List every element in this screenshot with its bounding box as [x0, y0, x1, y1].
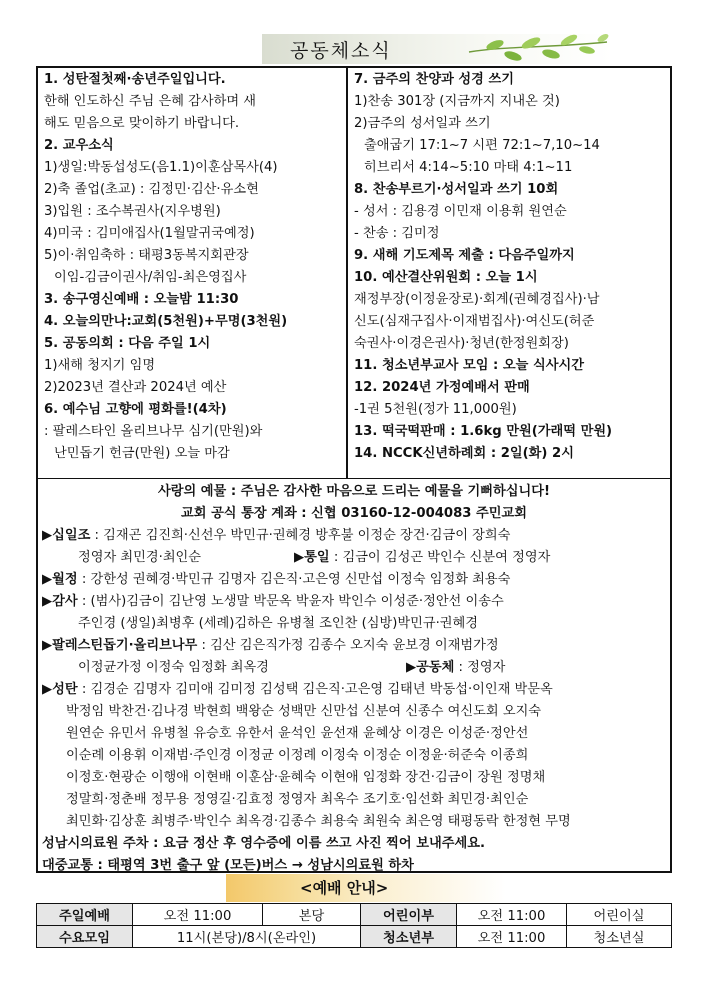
unity-names: : 김금이 김성곤 박인수 신분여 정영자: [329, 550, 551, 565]
item-6-heading: 6. 예수님 고향에 평화를!(4차): [44, 402, 227, 417]
item-3-heading: 3. 송구영신예배 : 오늘밤 11:30: [44, 292, 239, 307]
unity-label: ▶통일: [294, 550, 330, 565]
christmas-names-cont: 정말희·정춘배 정무용 정영길·김효정 정영자 최옥수 조기호·임선화 최민경·최인순: [66, 792, 529, 807]
item-2-heading: 2. 교우소식: [44, 138, 114, 153]
community-line: [406, 658, 505, 678]
schedule-cell: 11시(본당)/8시(온라인): [133, 926, 361, 948]
member-news-graduation: 2)축 졸업(초교) : 김정민·김산·유소현: [44, 182, 259, 197]
member-news-birthday: 1)생일:박동섭성도(음1.1)이훈삼목사(4): [44, 160, 278, 175]
item-12-text: -1권 5천원(정가 11,000원): [354, 402, 517, 417]
item-6-text: : 팔레스타인 올리브나무 심기(만원)와: [44, 424, 263, 439]
unity-line: [294, 548, 550, 568]
schedule-cell: 수요모임: [37, 926, 133, 948]
leaf-branch-icon: [467, 34, 612, 64]
thanks-label: ▶감사: [42, 594, 78, 609]
community-names: : 정영자: [454, 660, 506, 675]
item-8-scripture: - 성서 : 김용경 이민재 이용휘 원연순: [354, 204, 567, 219]
member-news-inauguration-detail: 이임-김금이권사/취임-최은영집사: [54, 270, 247, 285]
schedule-cell: 오전 11:00: [457, 926, 567, 948]
column-divider: [346, 68, 348, 478]
transit-notice: 대중교통 : 태평역 3번 출구 앞 (모든)버스 → 성남시의료원 하차: [42, 858, 414, 873]
item-5-text: 2)2023년 결산과 2024년 예산: [44, 380, 227, 395]
parking-notice: 성남시의료원 주차 : 요금 정산 후 영수증에 이름 쓰고 사진 찍어 보내주세요.: [42, 836, 485, 851]
schedule-cell: 오전 11:00: [457, 904, 567, 926]
christmas-names-cont: 이순례 이용휘 이재범·주인경 이정균 이정례 이정숙 이정순 이정윤·허준숙 이종희: [66, 748, 529, 763]
item-10-heading: 10. 예산결산위원회 : 오늘 1시: [354, 270, 538, 285]
thanks-names-cont: 주인경 (생일)최병후 (세례)김하은 유병철 조인찬 (심방)박민규·권혜경: [78, 616, 478, 631]
schedule-cell: 본당: [263, 904, 361, 926]
item-10-text: 숙권사·이경은권사)·청년(한정원회장): [354, 336, 569, 351]
item-14-heading: 14. NCCK신년하례회 : 2일(화) 2시: [354, 446, 574, 461]
christmas-names: : 김경순 김명자 김미애 김미정 김성택 김은직·고은영 김태년 박동섭·이인재 박문옥: [77, 682, 553, 697]
title-banner: [262, 34, 612, 64]
tithe-names: : 김재곤 김진희·신선우 박민규·권혜경 방후불 이정순 장건·김금이 장희숙: [90, 528, 511, 543]
monthly-names: : 강한성 권혜경·박민규 김명자 김은직·고은영 신만섭 이정숙 임정화 최용숙: [77, 572, 511, 587]
tithe-line: [42, 526, 510, 546]
item-7-readings: 출애굽기 17:1~7 시편 72:1~7,10~14: [364, 138, 600, 153]
item-5-heading: 5. 공동의회 : 다음 주일 1시: [44, 336, 211, 351]
palestine-label: ▶팔레스틴돕기·올리브나무: [42, 638, 198, 653]
member-news-inauguration: 5)이·취임축하 : 태평3동복지회관장: [44, 248, 249, 263]
schedule-cell: 오전 11:00: [133, 904, 263, 926]
tithe-label: ▶십일조: [42, 528, 91, 543]
item-8-heading: 8. 찬송부르기·성서일과 쓰기 10회: [354, 182, 559, 197]
schedule-cell: 어린이실: [567, 904, 672, 926]
christmas-names-cont: 원연순 유민서 유병철 유승호 유한서 윤석인 윤선재 윤혜상 이경은 이성준·정안선: [66, 726, 529, 741]
item-11-heading: 11. 청소년부교사 모임 : 오늘 식사시간: [354, 358, 584, 373]
item-12-heading: 12. 2024년 가정예배서 판매: [354, 380, 530, 395]
schedule-table: [36, 903, 672, 948]
item-1-heading: 1. 성탄절첫째·송년주일입니다.: [44, 72, 226, 87]
thanks-names: : (범사)김금이 김난영 노생말 박문옥 박윤자 박인수 이성준·정안선 이송수: [77, 594, 504, 609]
item-1-text: 한해 인도하신 주님 은혜 감사하며 새: [44, 94, 257, 109]
item-7-heading: 7. 금주의 찬양과 성경 쓰기: [354, 72, 514, 87]
page-title: 공동체소식: [290, 40, 392, 62]
schedule-cell: 청소년실: [567, 926, 672, 948]
schedule-cell: 청소년부: [361, 926, 457, 948]
item-6-text: 난민돕기 헌금(만원) 오늘 마감: [54, 446, 230, 461]
item-8-hymn: - 찬송 : 김미정: [354, 226, 440, 241]
palestine-line: [42, 636, 499, 656]
item-7-scripture: 2)금주의 성서일과 쓰기: [354, 116, 491, 131]
item-5-text: 1)새해 청지기 임명: [44, 358, 156, 373]
item-7-readings: 히브리서 4:14~5:10 마태 4:1~11: [364, 160, 573, 175]
item-7-hymn: 1)찬송 301장 (지금까지 지내온 것): [354, 94, 560, 109]
schedule-cell: 어린이부: [361, 904, 457, 926]
item-9-heading: 9. 새해 기도제목 제출 : 다음주일까지: [354, 248, 575, 263]
palestine-names: : 김산 김은직가정 김종수 오지숙 윤보경 이재범가정: [197, 638, 499, 653]
member-news-abroad: 4)미국 : 김미애집사(1월말귀국예정): [44, 226, 255, 241]
schedule-banner: [226, 874, 506, 902]
monthly-label: ▶월정: [42, 572, 78, 587]
christmas-names-cont: 박정임 박찬건·김나경 박현희 백왕순 성백만 신만섭 신분여 신종수 여신도회 오지숙: [66, 704, 542, 719]
schedule-title: <예배 안내>: [300, 879, 389, 897]
item-1-text: 해도 믿음으로 맞이하기 바랍니다.: [44, 116, 240, 131]
palestine-names-cont: 이정균가정 이정숙 임정화 최옥경: [78, 660, 269, 675]
table-row: [37, 904, 672, 926]
section-divider: [38, 478, 670, 479]
christmas-names-cont: 최민화·김상훈 최병주·박인수 최옥경·김종수 최용숙 최원숙 최은영 태평동락 한정현 무명: [66, 814, 571, 829]
bank-account: 교회 공식 통장 계좌 : 신협 03160-12-004083 주민교회: [181, 506, 527, 521]
item-13-heading: 13. 떡국떡판매 : 1.6kg 만원(가래떡 만원): [354, 424, 613, 439]
member-news-hospital: 3)입원 : 조수복권사(지우병원): [44, 204, 221, 219]
table-row: [37, 926, 672, 948]
thanks-line: [42, 592, 504, 612]
item-10-text: 재정부장(이정윤장로)·회계(권혜경집사)·남: [354, 292, 600, 307]
schedule-cell: 주일예배: [37, 904, 133, 926]
monthly-line: [42, 570, 510, 590]
christmas-names-cont: 이정호·현광순 이행애 이현배 이훈삼·윤혜숙 이현애 임정화 장건·김금이 장원 정명채: [66, 770, 546, 785]
news-box: [36, 66, 672, 873]
community-label: ▶공동체: [406, 660, 455, 675]
offering-heading: 사랑의 예물 : 주님은 감사한 마음으로 드리는 예물을 기뻐하십니다!: [158, 484, 550, 499]
christmas-label: ▶성탄: [42, 682, 78, 697]
item-4-heading: 4. 오늘의만나:교회(5천원)+무명(3천원): [44, 314, 288, 329]
tithe-names-cont: 정영자 최민경·최인순: [78, 550, 202, 565]
item-10-text: 신도(심재구집사·이재범집사)·여신도(허준: [354, 314, 595, 329]
christmas-line: [42, 680, 553, 700]
